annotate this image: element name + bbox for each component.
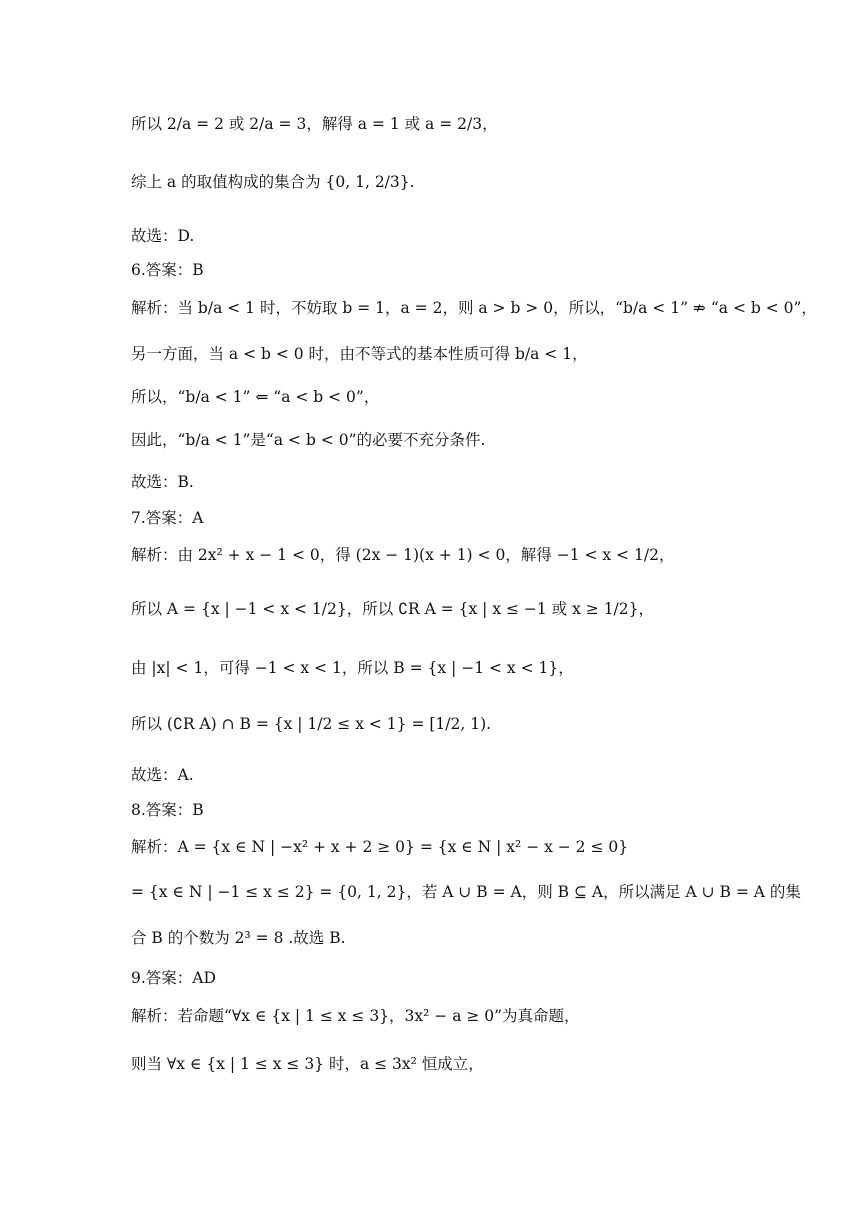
text-line: 解析：A = {x ∈ N | −x² + x + 2 ≥ 0} = {x ∈ N | x² − x − 2 ≤ 0} — [131, 838, 629, 856]
text-line: 另一方面，当 a < b < 0 时，由不等式的基本性质可得 b/a < 1， — [131, 345, 588, 363]
text-line: 故选：B. — [131, 473, 194, 491]
text-line: 所以 2/a = 2 或 2/a = 3，解得 a = 1 或 a = 2/3， — [131, 115, 498, 133]
text-line: 所以 A = {x | −1 < x < 1/2}，所以 ∁R A = {x | x ≤ −1 或 x ≥ 1/2}， — [131, 600, 654, 618]
text-line: 解析：若命题“∀x ∈ {x | 1 ≤ x ≤ 3}，3x² − a ≥ 0”为真命题， — [131, 1007, 580, 1025]
answer-heading: 6.答案：B — [131, 261, 204, 279]
text-line: 合 B 的个数为 2³ = 8 .故选 B. — [131, 929, 346, 947]
text-line: 解析：由 2x² + x − 1 < 0，得 (2x − 1)(x + 1) < 0，解得 −1 < x < 1/2， — [131, 546, 675, 564]
text-line: 解析：当 b/a < 1 时，不妨取 b = 1，a = 2，则 a > b > 0，所以，“b/a < 1” ⇏ “a < b < 0”， — [131, 299, 817, 317]
text-line: 故选：A. — [131, 766, 194, 784]
text-line: 综上 a 的取值构成的集合为 {0, 1, 2/3}. — [131, 173, 415, 191]
text-line: = {x ∈ N | −1 ≤ x ≤ 2} = {0, 1, 2}，若 A ∪ B = A，则 B ⊆ A，所以满足 A ∪ B = A 的集 — [131, 883, 801, 901]
text-line: 所以 (∁R A) ∩ B = {x | 1/2 ≤ x < 1} = [1/2, 1). — [131, 715, 492, 733]
text-line: 则当 ∀x ∈ {x | 1 ≤ x ≤ 3} 时，a ≤ 3x² 恒成立， — [131, 1055, 484, 1073]
text-line: 由 |x| < 1，可得 −1 < x < 1，所以 B = {x | −1 < x < 1}， — [131, 659, 574, 677]
answer-heading: 7.答案：A — [131, 509, 204, 527]
text-line: 因此，“b/a < 1”是“a < b < 0”的必要不充分条件. — [131, 431, 486, 449]
text-line: 所以，“b/a < 1” ⇐ “a < b < 0”， — [131, 388, 380, 406]
answer-heading: 8.答案：B — [131, 801, 204, 819]
text-line: 故选：D. — [131, 227, 195, 245]
answer-heading: 9.答案：AD — [131, 969, 216, 987]
